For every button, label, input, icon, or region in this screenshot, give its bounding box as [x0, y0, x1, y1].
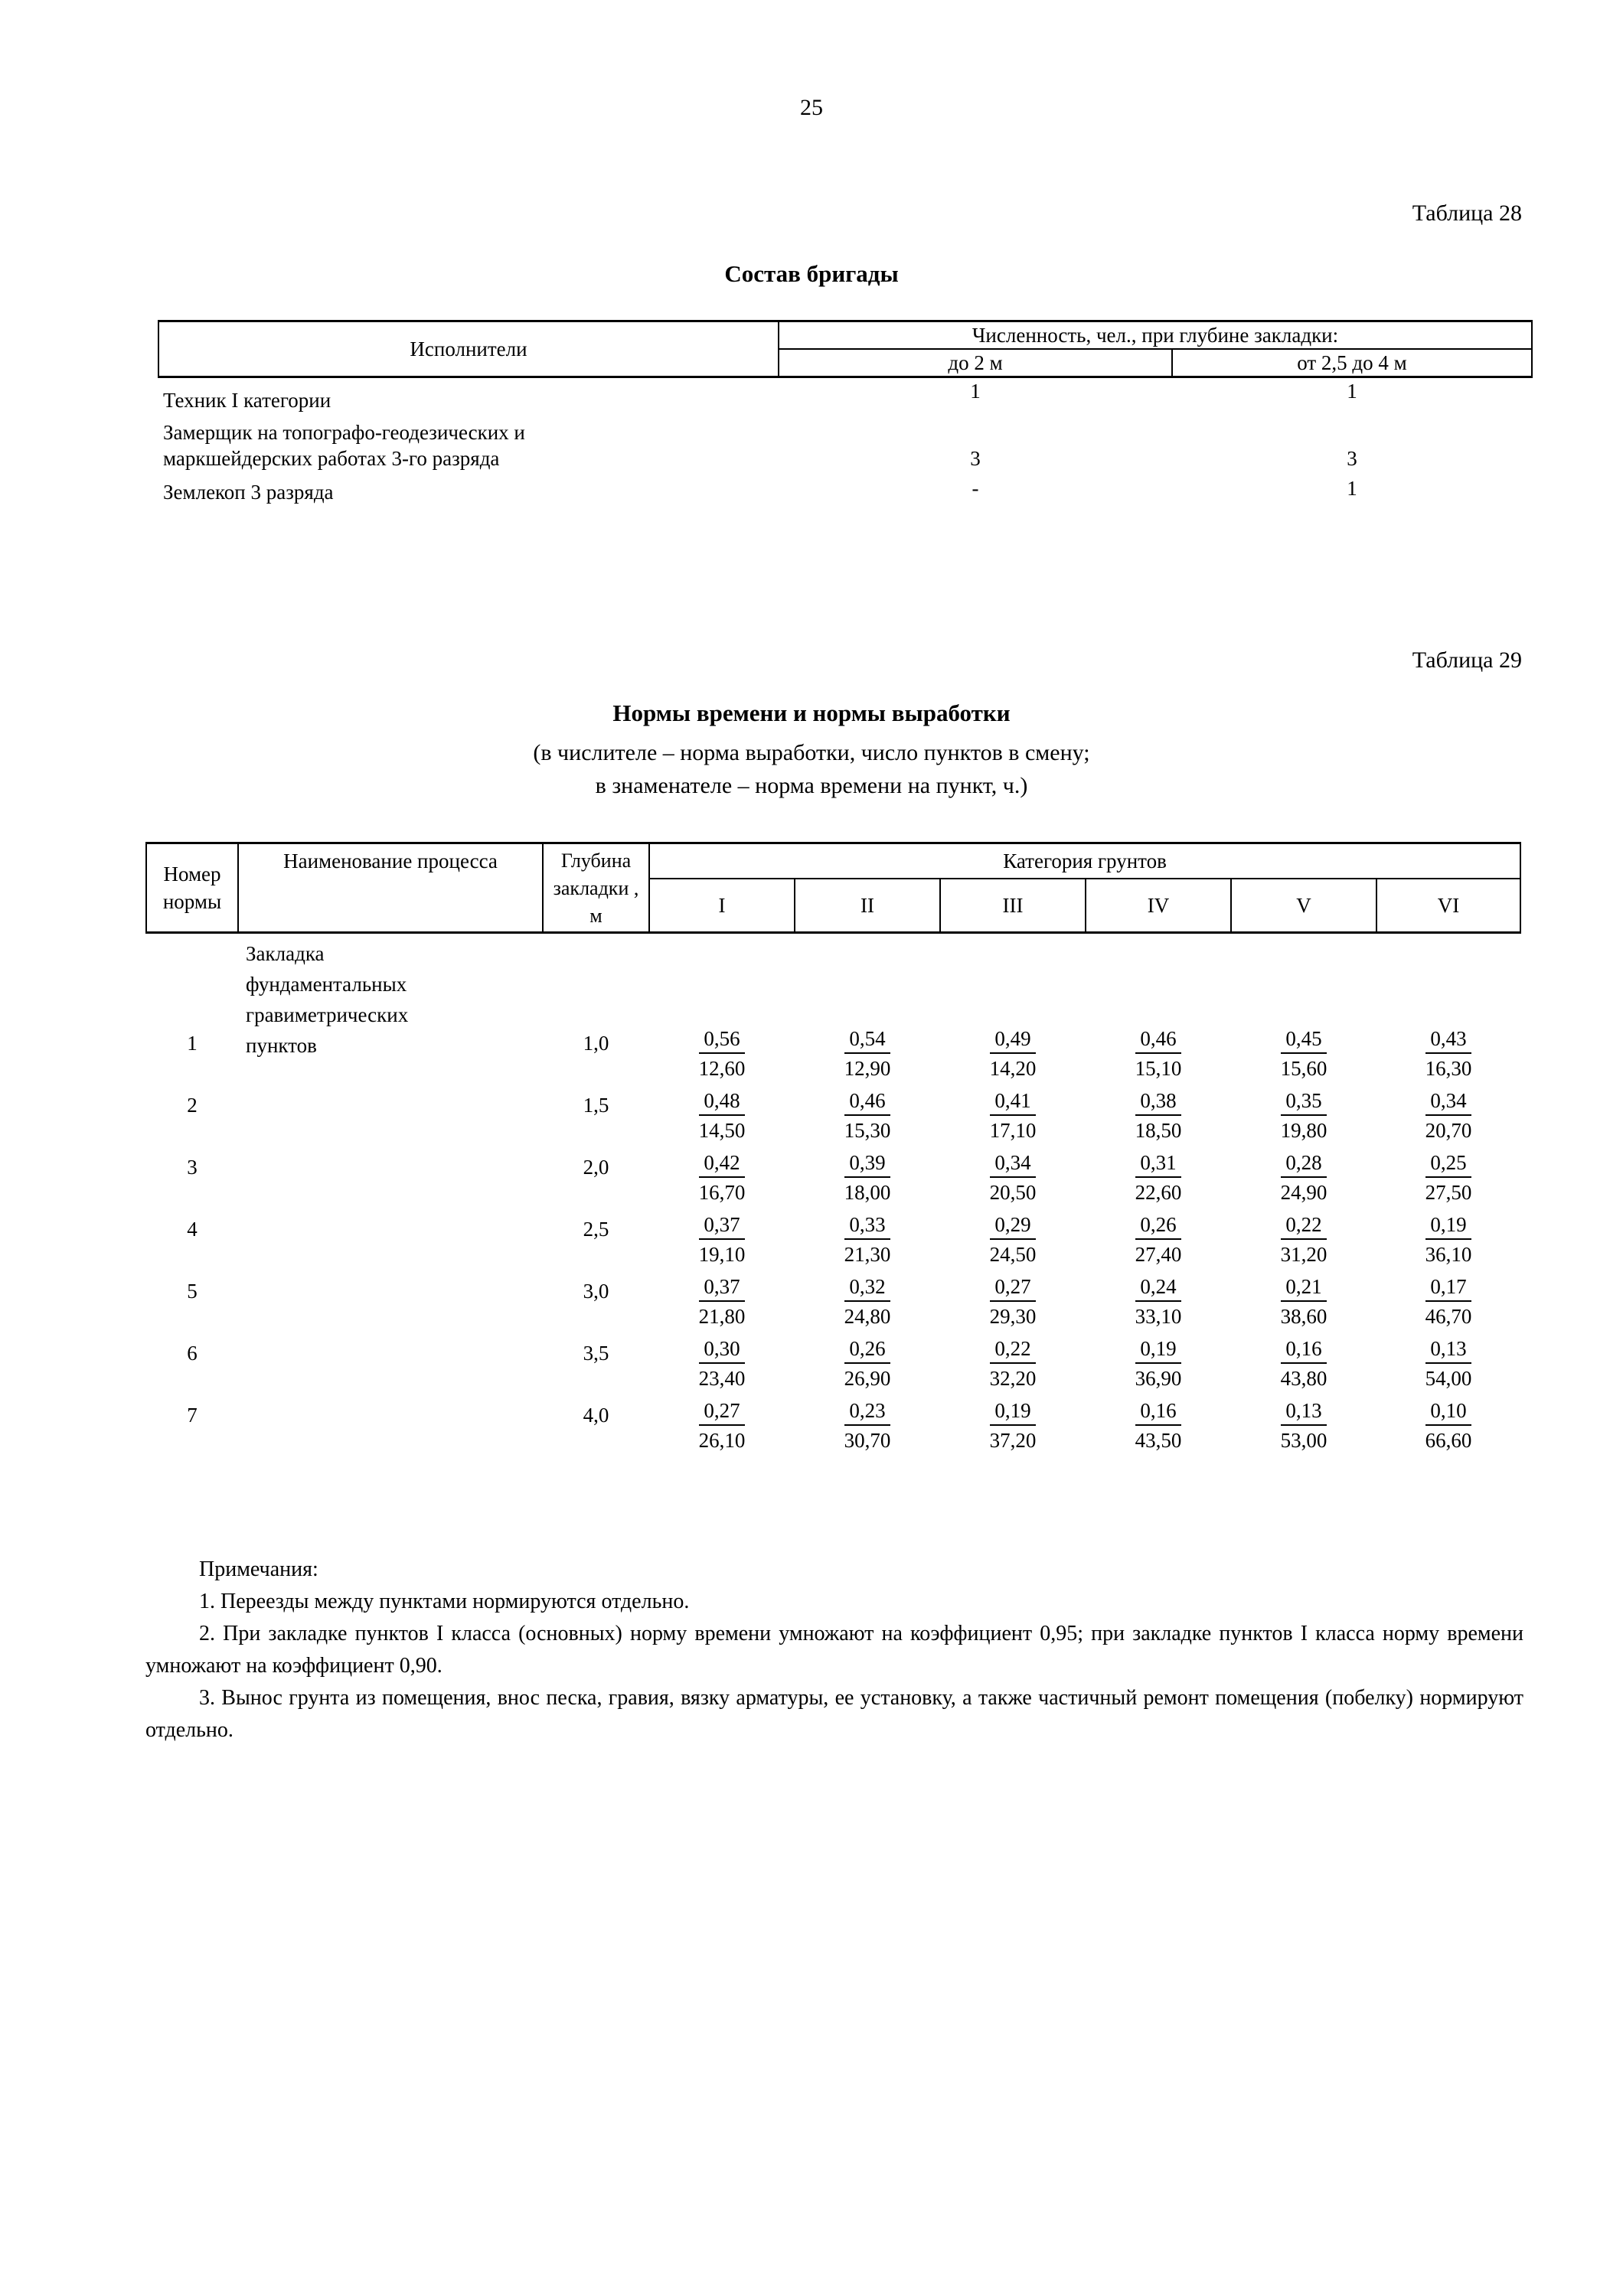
fraction-denominator: 16,30	[1425, 1057, 1472, 1080]
table-row	[146, 1329, 1520, 1391]
table-28-header-depth-a: до 2 м	[779, 349, 1172, 377]
fraction-numerator: 0,29	[990, 1212, 1037, 1240]
fraction-numerator: 0,46	[844, 1088, 891, 1116]
fraction	[844, 1088, 891, 1143]
process-line-2: фундаментальных	[246, 973, 407, 996]
table-row	[158, 413, 1532, 471]
fraction-denominator: 12,60	[698, 1057, 746, 1080]
table-29-subtitle-line1: (в числителе – норма выработки, число пунктов в смену;	[533, 740, 1090, 765]
table-29-cell-value	[795, 1391, 940, 1453]
table-29-cell-value	[649, 1081, 795, 1143]
fraction-numerator: 0,25	[1425, 1150, 1472, 1178]
table-29-header-norm-number-line1: Номер	[163, 863, 221, 885]
table-29-cell-value	[940, 1081, 1086, 1143]
table-29-cell-value	[940, 1267, 1086, 1329]
fraction-numerator: 0,49	[990, 1026, 1037, 1054]
table-29-cell-value	[1231, 1081, 1376, 1143]
table-28-cell-name-line1: Замерщик на топографо-геодезических и	[163, 421, 525, 444]
fraction	[1281, 1212, 1327, 1267]
table-29-cell-number: 6	[187, 1342, 198, 1365]
table-28-cell-a: 3	[970, 447, 981, 470]
fraction	[699, 1026, 746, 1081]
table-29-header-depth	[543, 843, 649, 933]
fraction-numerator: 0,26	[1135, 1212, 1182, 1240]
fraction	[1425, 1397, 1472, 1453]
fraction-denominator: 24,50	[989, 1243, 1037, 1266]
fraction-numerator: 0,19	[990, 1397, 1037, 1426]
table-row	[146, 933, 1520, 1082]
table-28-cell-a: -	[972, 477, 979, 500]
table-29-cell-number: 2	[187, 1094, 198, 1117]
fraction-denominator: 21,30	[844, 1243, 891, 1266]
table-29-cell-depth: 1,0	[583, 1032, 609, 1055]
table-29-caption: Таблица 29	[1412, 647, 1522, 673]
fraction-denominator: 20,70	[1425, 1119, 1472, 1142]
fraction-denominator: 53,00	[1280, 1429, 1327, 1452]
table-28-cell-name-line2: маркшейдерских работах 3-го разряда	[163, 447, 500, 470]
table-29-cell-value	[795, 1143, 940, 1205]
table-29-cell-value	[940, 933, 1086, 1082]
table-29-cell-value	[1376, 1143, 1520, 1205]
fraction-numerator: 0,27	[699, 1397, 746, 1426]
table-29-cell-value	[1086, 1205, 1231, 1267]
fraction-numerator: 0,41	[990, 1088, 1037, 1116]
fraction-denominator: 17,10	[989, 1119, 1037, 1142]
table-29-cell-value	[940, 1205, 1086, 1267]
fraction	[1425, 1336, 1472, 1391]
table-29-cell-value	[940, 1391, 1086, 1453]
fraction-numerator: 0,33	[844, 1212, 891, 1240]
fraction	[990, 1336, 1037, 1391]
fraction-numerator: 0,17	[1425, 1274, 1472, 1302]
table-29-cell-depth: 4,0	[583, 1404, 609, 1427]
fraction-numerator: 0,42	[699, 1150, 746, 1178]
fraction	[699, 1088, 746, 1143]
fraction	[1281, 1397, 1327, 1453]
table-29-header-norm-number	[146, 843, 238, 933]
fraction-numerator: 0,38	[1135, 1088, 1182, 1116]
table-28-header-performers: Исполнители	[158, 321, 779, 377]
fraction-denominator: 26,10	[698, 1429, 746, 1452]
table-29-cell-value	[649, 1205, 795, 1267]
fraction-denominator: 26,90	[844, 1367, 891, 1390]
table-29-cell-number: 3	[187, 1156, 198, 1179]
fraction	[990, 1397, 1037, 1453]
fraction	[1135, 1397, 1182, 1453]
fraction-numerator: 0,35	[1281, 1088, 1327, 1116]
note-item-2: 2. При закладке пунктов I класса (основных) норму времени умножают на коэффициент 0,95; при закладке пунктов I класса норму времени умножают на коэффициент 0,90.	[145, 1622, 1523, 1678]
table-row	[146, 1081, 1520, 1143]
fraction-denominator: 21,80	[698, 1305, 746, 1328]
fraction-denominator: 36,90	[1135, 1367, 1182, 1390]
fraction	[1425, 1274, 1472, 1329]
fraction-denominator: 27,40	[1135, 1243, 1182, 1266]
fraction-numerator: 0,37	[699, 1274, 746, 1302]
fraction	[1281, 1336, 1327, 1391]
fraction	[1135, 1026, 1182, 1081]
fraction	[990, 1150, 1037, 1205]
table-29-header-depth-line3: , м	[589, 877, 639, 927]
table-28-cell-name	[158, 413, 779, 471]
table-29-title: Нормы времени и нормы выработки	[612, 700, 1011, 726]
fraction-numerator: 0,19	[1425, 1212, 1472, 1240]
table-28-cell-a: 1	[970, 380, 981, 403]
fraction	[699, 1336, 746, 1391]
fraction	[844, 1274, 891, 1329]
table-29-cell-value	[649, 1267, 795, 1329]
fraction-denominator: 18,00	[844, 1181, 891, 1204]
fraction-denominator: 15,60	[1280, 1057, 1327, 1080]
table-29-cell-value	[1376, 1205, 1520, 1267]
table-29-cell-depth: 3,0	[583, 1280, 609, 1303]
fraction	[1135, 1150, 1182, 1205]
fraction	[1281, 1274, 1327, 1329]
table-28	[158, 320, 1533, 505]
fraction-denominator: 14,20	[989, 1057, 1037, 1080]
fraction-numerator: 0,13	[1425, 1336, 1472, 1364]
fraction-numerator: 0,30	[699, 1336, 746, 1364]
process-line-1: Закладка	[246, 942, 325, 965]
table-row	[158, 471, 1532, 505]
table-29-cell-depth: 3,5	[583, 1342, 609, 1365]
table-29-cell-process	[238, 1267, 543, 1329]
table-29-cell-value	[1231, 1143, 1376, 1205]
fraction-denominator: 32,20	[989, 1367, 1037, 1390]
table-29-cell-process	[238, 1205, 543, 1267]
table-28-header-count-span: Численность, чел., при глубине закладки:	[779, 321, 1532, 350]
fraction	[699, 1397, 746, 1453]
fraction-denominator: 46,70	[1425, 1305, 1472, 1328]
table-29-cell-value	[795, 933, 940, 1082]
table-29-cell-depth: 2,5	[583, 1218, 609, 1241]
fraction-numerator: 0,31	[1135, 1150, 1182, 1178]
table-28-cell-b: 3	[1347, 447, 1357, 470]
fraction-denominator: 22,60	[1135, 1181, 1182, 1204]
table-28-title: Состав бригады	[724, 260, 899, 287]
table-28-header-depth-b: от 2,5 до 4 м	[1172, 349, 1532, 377]
table-29-header-category-2: II	[795, 879, 940, 933]
table-29-cell-value	[1086, 1391, 1231, 1453]
fraction-denominator: 23,40	[698, 1367, 746, 1390]
table-29-cell-value	[1086, 1267, 1231, 1329]
table-29-cell-value	[1376, 1267, 1520, 1329]
table-29-cell-number: 5	[187, 1280, 198, 1303]
fraction-numerator: 0,24	[1135, 1274, 1182, 1302]
fraction-denominator: 31,20	[1280, 1243, 1327, 1266]
table-29-cell-value	[795, 1081, 940, 1143]
fraction	[844, 1150, 891, 1205]
fraction	[1135, 1088, 1182, 1143]
table-29-header-category-6: VI	[1376, 879, 1520, 933]
table-29-cell-value	[1231, 1267, 1376, 1329]
table-29-head	[146, 843, 1520, 933]
table-29-cell-value	[1086, 1081, 1231, 1143]
table-29-cell-process	[238, 933, 543, 1082]
table-29-header-norm-number-line2: нормы	[162, 890, 222, 913]
fraction-denominator: 38,60	[1280, 1305, 1327, 1328]
table-29	[145, 842, 1521, 1453]
table-29-cell-number: 7	[187, 1404, 198, 1427]
table-29-cell-value	[649, 1391, 795, 1453]
table-29-header-soil-category: Категория грунтов	[649, 843, 1520, 879]
table-29-cell-value	[1086, 933, 1231, 1082]
table-29-header-category-1: I	[649, 879, 795, 933]
fraction-denominator: 24,80	[844, 1305, 891, 1328]
fraction-numerator: 0,56	[699, 1026, 746, 1054]
table-29-cell-number: 4	[187, 1218, 198, 1241]
fraction-denominator: 43,50	[1135, 1429, 1182, 1452]
table-28-cell-b: 1	[1347, 380, 1357, 403]
fraction	[844, 1026, 891, 1081]
table-29-cell-value	[1376, 1081, 1520, 1143]
fraction-numerator: 0,46	[1135, 1026, 1182, 1054]
fraction	[1425, 1150, 1472, 1205]
fraction-denominator: 19,10	[698, 1243, 746, 1266]
fraction	[844, 1336, 891, 1391]
note-item-1: 1. Переезды между пунктами нормируются отдельно.	[199, 1590, 690, 1613]
fraction-numerator: 0,28	[1281, 1150, 1327, 1178]
table-29-cell-value	[1376, 1329, 1520, 1391]
notes-section	[145, 1554, 1523, 1746]
table-29-cell-process	[238, 1329, 543, 1391]
table-29-cell-value	[649, 1329, 795, 1391]
fraction-denominator: 14,50	[698, 1119, 746, 1142]
fraction-denominator: 15,10	[1135, 1057, 1182, 1080]
fraction	[1135, 1336, 1182, 1391]
fraction-denominator: 29,30	[989, 1305, 1037, 1328]
fraction-denominator: 19,80	[1280, 1119, 1327, 1142]
table-28-cell-name: Землекоп 3 разряда	[163, 481, 334, 504]
table-row	[146, 1267, 1520, 1329]
table-29-subtitle-line2: в знаменателе – норма времени на пункт, ч.)	[595, 773, 1028, 798]
process-line-3: гравиметрических	[246, 1003, 409, 1026]
fraction	[1281, 1150, 1327, 1205]
fraction-numerator: 0,34	[1425, 1088, 1472, 1116]
table-29-cell-depth: 1,5	[583, 1094, 609, 1117]
fraction-denominator: 54,00	[1425, 1367, 1472, 1390]
fraction	[990, 1274, 1037, 1329]
table-29-cell-value	[1231, 1329, 1376, 1391]
table-29-cell-value	[1231, 1391, 1376, 1453]
table-28-body	[158, 377, 1532, 506]
table-29-process-lines	[246, 938, 543, 1061]
table-29-cell-value	[795, 1329, 940, 1391]
fraction-denominator: 15,30	[844, 1119, 891, 1142]
fraction-numerator: 0,54	[844, 1026, 891, 1054]
fraction	[990, 1088, 1037, 1143]
fraction-numerator: 0,19	[1135, 1336, 1182, 1364]
fraction-numerator: 0,48	[699, 1088, 746, 1116]
notes-heading: Примечания:	[199, 1557, 318, 1581]
table-row	[146, 1205, 1520, 1267]
fraction-numerator: 0,23	[844, 1397, 891, 1426]
fraction-numerator: 0,16	[1281, 1336, 1327, 1364]
table-29-cell-value	[940, 1143, 1086, 1205]
fraction-numerator: 0,34	[990, 1150, 1037, 1178]
fraction	[1425, 1026, 1472, 1081]
table-29-header-depth-line2: закладки	[553, 877, 629, 899]
fraction-denominator: 37,20	[989, 1429, 1037, 1452]
table-29-cell-value	[795, 1205, 940, 1267]
table-29-cell-value	[940, 1329, 1086, 1391]
fraction	[699, 1212, 746, 1267]
fraction-numerator: 0,26	[844, 1336, 891, 1364]
table-28-head	[158, 321, 1532, 377]
fraction-numerator: 0,37	[699, 1212, 746, 1240]
fraction-numerator: 0,22	[990, 1336, 1037, 1364]
table-29-cell-value	[1231, 933, 1376, 1082]
table-row	[146, 1391, 1520, 1453]
table-29-cell-value	[1376, 933, 1520, 1082]
note-item-3: 3. Вынос грунта из помещения, внос песка, гравия, вязку арматуры, ее установку, а также частичный ремонт помещения (побелку) нормируют отдельно.	[145, 1686, 1523, 1742]
table-29-cell-process	[238, 1143, 543, 1205]
fraction	[1281, 1026, 1327, 1081]
table-row	[158, 377, 1532, 414]
fraction	[699, 1150, 746, 1205]
fraction-denominator: 27,50	[1425, 1181, 1472, 1204]
fraction-denominator: 24,90	[1280, 1181, 1327, 1204]
table-29-cell-depth: 2,0	[583, 1156, 609, 1179]
fraction-numerator: 0,32	[844, 1274, 891, 1302]
fraction-denominator: 20,50	[989, 1181, 1037, 1204]
fraction-numerator: 0,10	[1425, 1397, 1472, 1426]
table-29-cell-value	[1086, 1143, 1231, 1205]
fraction	[1281, 1088, 1327, 1143]
table-29-cell-process	[238, 1081, 543, 1143]
table-29-header-category-5: V	[1231, 879, 1376, 933]
table-29-body	[146, 933, 1520, 1454]
fraction	[1425, 1212, 1472, 1267]
fraction	[844, 1397, 891, 1453]
fraction	[1425, 1088, 1472, 1143]
table-29-cell-process	[238, 1391, 543, 1453]
table-28-cell-b: 1	[1347, 477, 1357, 500]
table-29-header-process: Наименование процесса	[238, 843, 543, 933]
fraction-denominator: 18,50	[1135, 1119, 1182, 1142]
table-29-cell-value	[1376, 1391, 1520, 1453]
table-29-header-category-4: IV	[1086, 879, 1231, 933]
fraction-denominator: 12,90	[844, 1057, 891, 1080]
fraction-numerator: 0,13	[1281, 1397, 1327, 1426]
fraction	[844, 1212, 891, 1267]
table-28-cell-name: Техник I категории	[163, 389, 331, 412]
fraction-denominator: 33,10	[1135, 1305, 1182, 1328]
table-29-cell-value	[795, 1267, 940, 1329]
fraction	[1135, 1274, 1182, 1329]
fraction	[1135, 1212, 1182, 1267]
fraction-denominator: 36,10	[1425, 1243, 1472, 1266]
fraction-denominator: 66,60	[1425, 1429, 1472, 1452]
fraction-denominator: 30,70	[844, 1429, 891, 1452]
fraction	[699, 1274, 746, 1329]
process-line-4: пунктов	[246, 1034, 317, 1057]
table-row	[146, 1143, 1520, 1205]
fraction	[990, 1212, 1037, 1267]
table-29-cell-number: 1	[187, 1032, 198, 1055]
table-29-cell-value	[649, 1143, 795, 1205]
fraction-numerator: 0,22	[1281, 1212, 1327, 1240]
fraction-denominator: 16,70	[698, 1181, 746, 1204]
table-28-caption: Таблица 28	[1412, 201, 1522, 226]
page-number: 25	[800, 95, 823, 120]
table-29-cell-value	[649, 933, 795, 1082]
table-29-header-category-3: III	[940, 879, 1086, 933]
fraction-numerator: 0,43	[1425, 1026, 1472, 1054]
table-29-cell-value	[1231, 1205, 1376, 1267]
table-29-cell-value	[1086, 1329, 1231, 1391]
fraction-numerator: 0,21	[1281, 1274, 1327, 1302]
fraction-numerator: 0,39	[844, 1150, 891, 1178]
fraction-denominator: 43,80	[1280, 1367, 1327, 1390]
table-29-header-depth-line1: Глубина	[560, 850, 632, 872]
fraction-numerator: 0,16	[1135, 1397, 1182, 1426]
fraction-numerator: 0,45	[1281, 1026, 1327, 1054]
fraction-numerator: 0,27	[990, 1274, 1037, 1302]
fraction	[990, 1026, 1037, 1081]
